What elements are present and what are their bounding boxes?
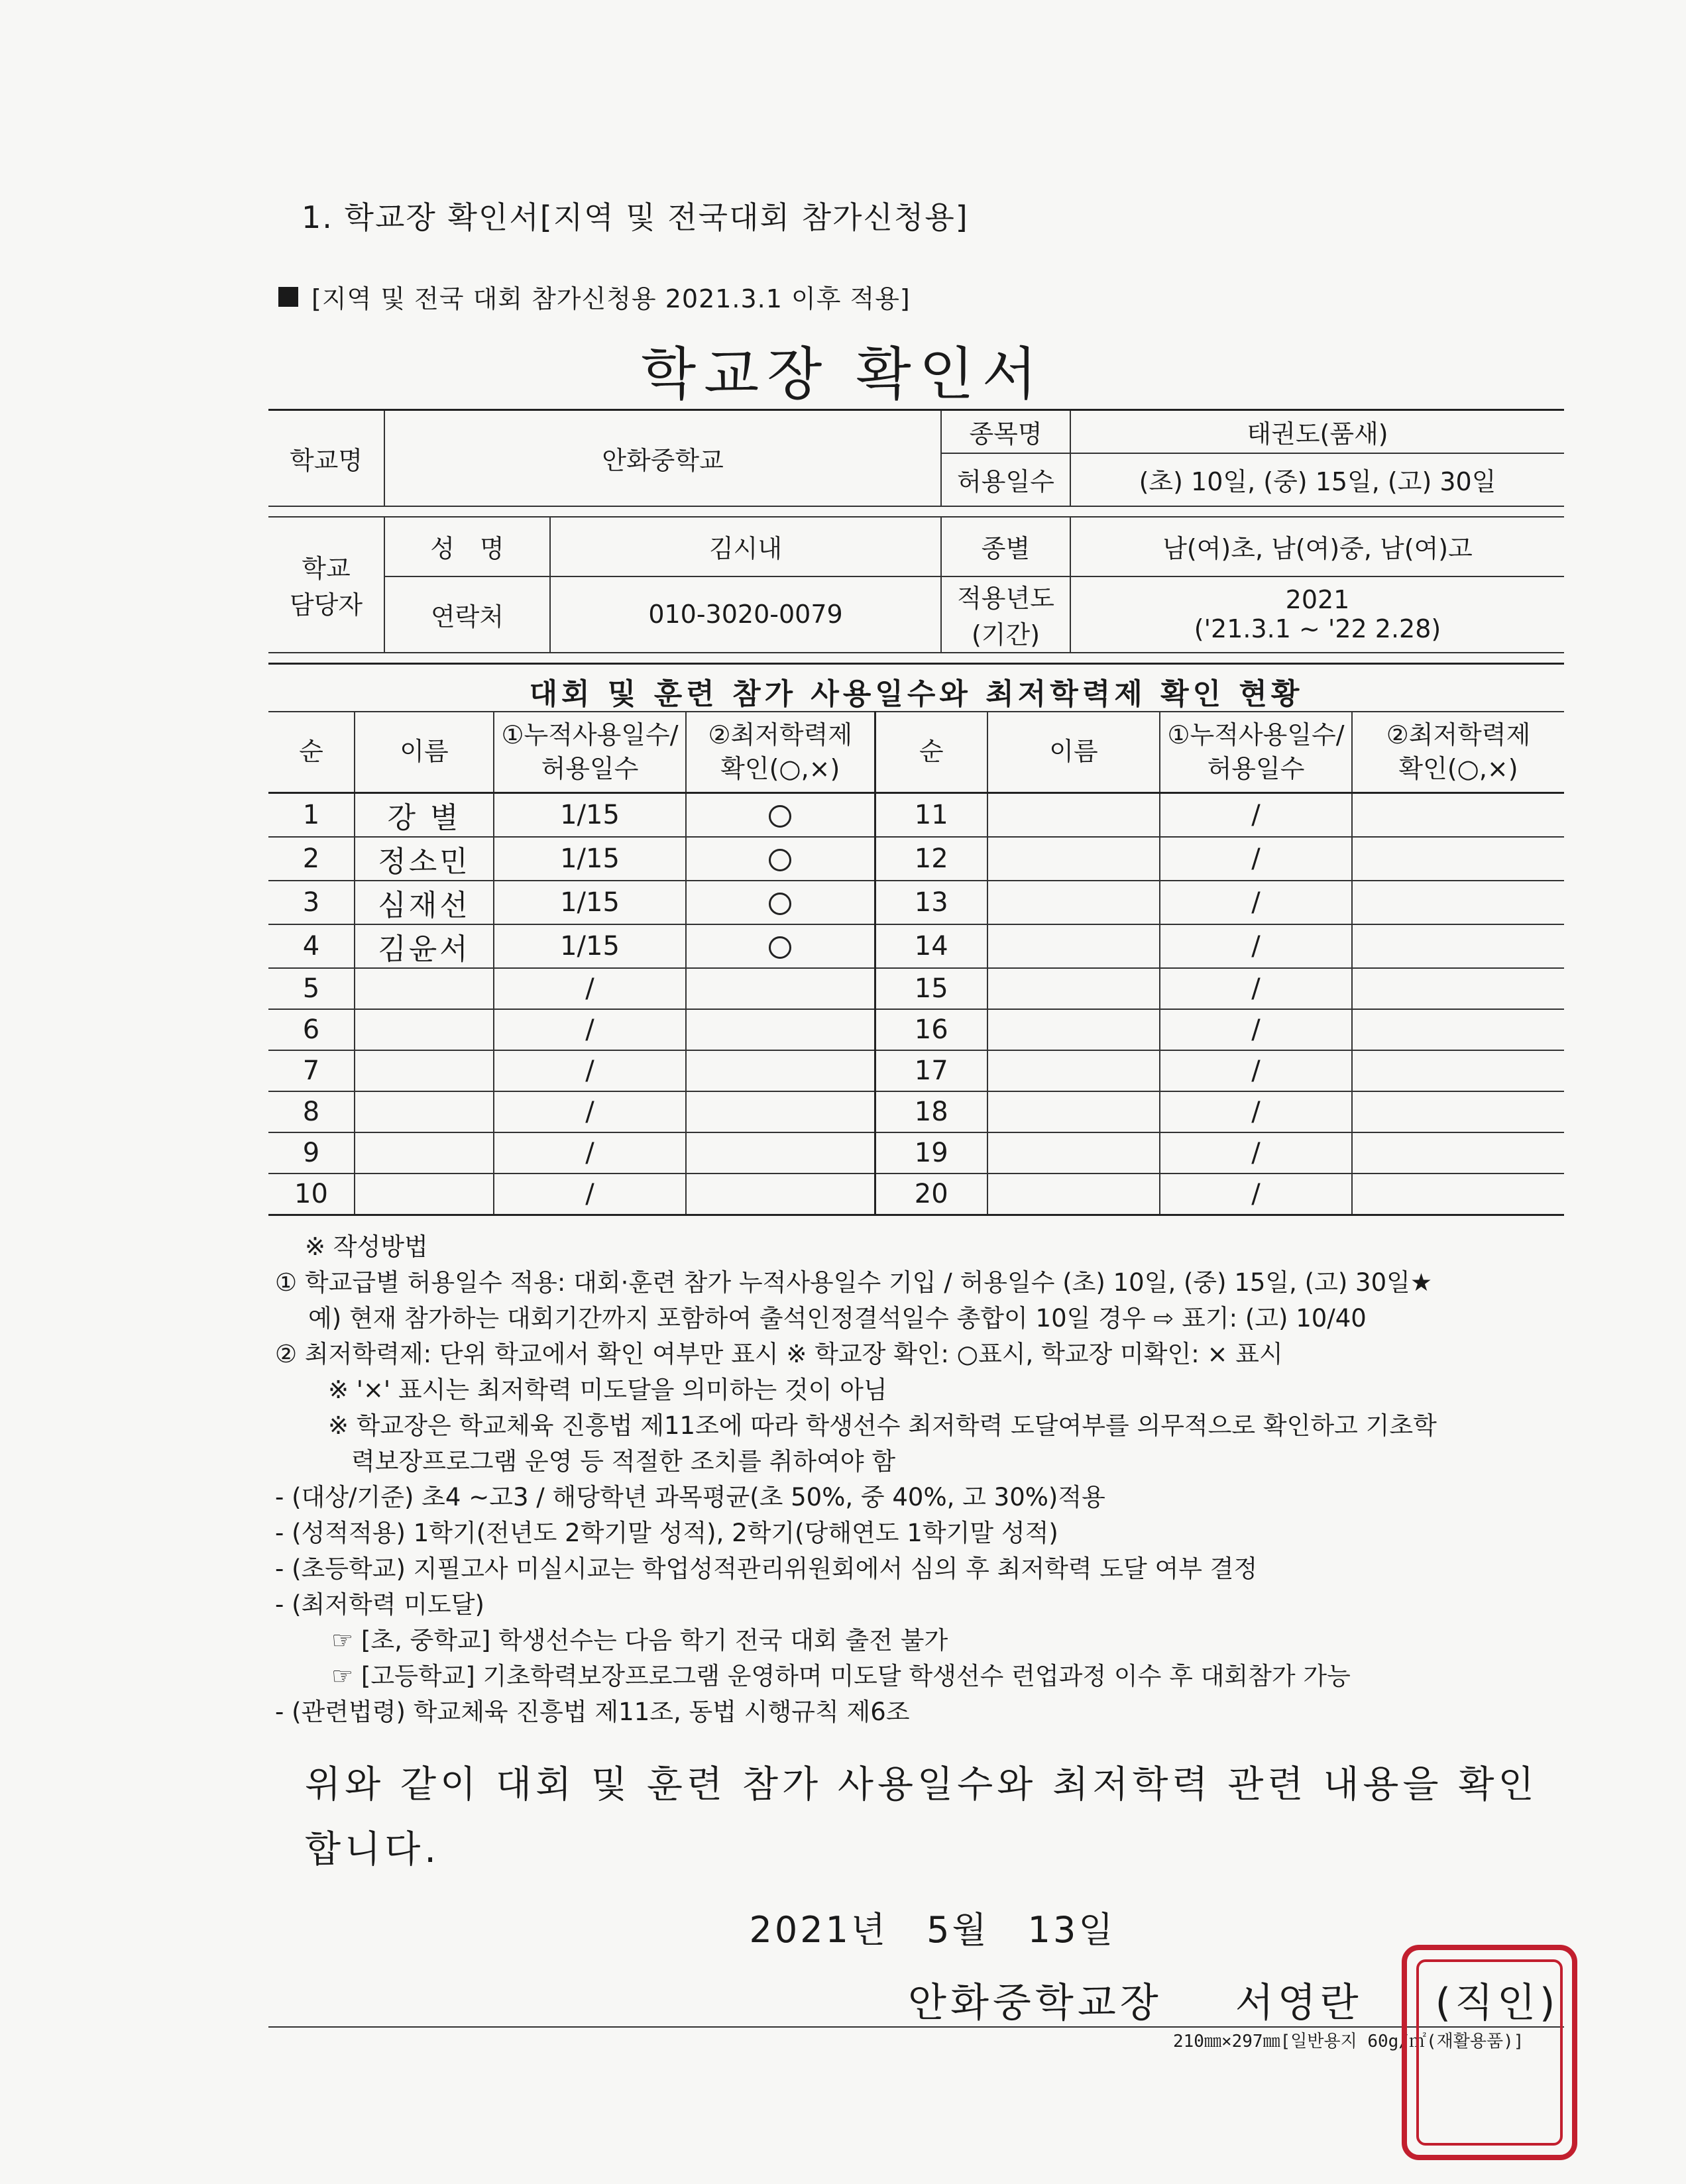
header-name: 이름 [355,712,494,793]
cell-academic [1352,1174,1564,1215]
table-row [268,968,1564,1009]
cell-days: 1/15 [494,837,686,881]
cell-no: 20 [875,1174,987,1215]
cell-name [355,1091,494,1132]
cell-name [355,1009,494,1050]
table-row [268,924,1564,968]
cell-no: 18 [875,1091,987,1132]
cell-name [355,1050,494,1091]
cell-academic [1352,1132,1564,1174]
school-value: 안화중학교 [384,410,941,506]
cell-name [355,968,494,1009]
cell-academic [686,1009,875,1050]
paper-spec: 210㎜×297㎜[일반용지 60g/㎡(재활용품)] [1173,2032,1524,2051]
cell-name [987,1091,1160,1132]
cell-days: 1/15 [494,924,686,968]
circle-mark-icon [769,805,791,828]
cell-academic [1352,1050,1564,1091]
cell-no: 16 [875,1009,987,1050]
cell-name: 김윤서 [355,924,494,968]
cell-academic [686,793,875,838]
cell-name [355,1174,494,1215]
cell-name [987,881,1160,924]
cell-days: / [494,1132,686,1174]
cell-no: 4 [268,924,355,968]
cell-no: 10 [268,1174,355,1215]
cell-name [355,1132,494,1174]
status-title: 대회 및 훈련 참가 사용일수와 최저학력제 확인 현황 [268,663,1564,712]
school-label: 학교명 [268,410,384,506]
note-line: 력보장프로그램 운영 등 적절한 조치를 취하여야 함 [351,1447,896,1476]
header-no: 순 [875,712,987,793]
note-line: - (관련법령) 학교체육 진흥법 제11조, 동법 시행규칙 제6조 [275,1698,910,1726]
cell-academic [686,1050,875,1091]
cell-academic [686,881,875,924]
note-line: ① 학교급별 허용일수 적용: 대회·훈련 참가 누적사용일수 기입 / 허용일수 (초) 10일, (중) 15일, (고) 30일★ [275,1268,1433,1297]
cell-no: 19 [875,1132,987,1174]
table-row [268,1050,1564,1091]
cell-days: / [1160,968,1352,1009]
cell-no: 6 [268,1009,355,1050]
notes [275,1229,1574,1730]
cell-days: / [1160,1132,1352,1174]
signer-name: 서영란 [1235,1980,1363,2026]
circle-mark-icon [769,936,791,959]
cell-name [987,1050,1160,1091]
table-row [268,793,1564,838]
header-days: ①누적사용일수/ 허용일수 [1160,712,1352,793]
cell-days: / [1160,924,1352,968]
cell-no: 3 [268,881,355,924]
cell-days: / [494,968,686,1009]
square-bullet-icon [278,287,298,307]
cell-no: 14 [875,924,987,968]
gender-value: 남(여)초, 남(여)중, 남(여)고 [1070,517,1564,576]
cell-no: 13 [875,881,987,924]
confirmation-text: 위와 같이 대회 및 훈련 참가 사용일수와 최저학력 관련 내용을 확인합니다. [305,1763,1538,1871]
table-row [268,837,1564,881]
note-line: ※ '×' 표시는 최저학력 미도달을 의미하는 것이 아님 [328,1376,887,1404]
note-line: - (최저학력 미도달) [275,1590,484,1619]
cell-name: 정소민 [355,837,494,881]
signer-school: 안화중학교장 [908,1980,1162,2026]
header-name: 이름 [987,712,1160,793]
note-line: ② 최저학력제: 단위 학교에서 확인 여부만 표시 ※ 학교장 확인: ○표시, 학교장 미확인: × 표시 [275,1340,1283,1368]
note-line: - (초등학교) 지필고사 미실시교는 학업성적관리위원회에서 심의 후 최저학력 도달 여부 결정 [275,1555,1258,1583]
cell-no: 15 [875,968,987,1009]
header-days: ①누적사용일수/ 허용일수 [494,712,686,793]
manager-name-label: 성 명 [384,517,550,576]
circle-mark-icon [769,849,791,871]
table-row [268,1091,1564,1132]
cell-days: / [1160,881,1352,924]
cell-no: 8 [268,1091,355,1132]
note-line: ※ 작성방법 [305,1232,428,1261]
subsection-heading-text: [지역 및 전국 대회 참가신청용 2021.3.1 이후 적용] [311,284,911,313]
cell-academic [686,968,875,1009]
document-title: 학교장 확인서 [641,341,1045,408]
cell-academic [1352,1091,1564,1132]
cell-academic [686,1091,875,1132]
cell-no: 1 [268,793,355,838]
cell-days: / [494,1174,686,1215]
cell-no: 12 [875,837,987,881]
allowed-days-value: (초) 10일, (중) 15일, (고) 30일 [1070,453,1564,506]
cell-no: 7 [268,1050,355,1091]
header-academic: ②최저학력제 확인(○,×) [686,712,875,793]
cell-academic [686,1174,875,1215]
note-line: - (대상/기준) 초4 ~고3 / 해당학년 과목평균(초 50%, 중 40%, 고 30%)적용 [275,1483,1105,1511]
cell-no: 2 [268,837,355,881]
cell-days: / [494,1050,686,1091]
cell-name [987,837,1160,881]
seal-label: (직인) [1435,1980,1559,2026]
cell-name [987,1009,1160,1050]
header-no: 순 [268,712,355,793]
cell-academic [686,837,875,881]
cell-academic [686,924,875,968]
cell-no: 5 [268,968,355,1009]
cell-name [987,1132,1160,1174]
cell-academic [1352,924,1564,968]
year-value: 2021 ('21.3.1 ~ '22 2.28) [1070,576,1564,653]
cell-days: 1/15 [494,793,686,838]
cell-name [987,968,1160,1009]
contact-label: 연락처 [384,576,550,653]
note-line: ☞ [초, 중학교] 학생선수는 다음 학기 전국 대회 출전 불가 [331,1626,948,1655]
official-seal-icon [1402,1945,1577,2160]
manager-label: 학교 담당자 [268,517,384,653]
circle-mark-icon [769,893,791,915]
note-line: 예) 현재 참가하는 대회기간까지 포함하여 출석인정결석일수 총합이 10일 경우 ⇨ 표기: (고) 10/40 [308,1304,1367,1333]
roster-table [268,711,1564,1216]
cell-days: / [494,1091,686,1132]
cell-days: / [1160,793,1352,838]
header-academic: ②최저학력제 확인(○,×) [1352,712,1564,793]
issue-date: 2021년 5월 13일 [749,1909,1116,1951]
contact-value: 010-3020-0079 [550,576,941,653]
section-heading: 1. 학교장 확인서[지역 및 전국대회 참가신청용] [302,199,969,235]
cell-name [987,1174,1160,1215]
cell-days: / [1160,837,1352,881]
event-label: 종목명 [941,410,1070,453]
cell-days: / [1160,1091,1352,1132]
year-label: 적용년도 (기간) [941,576,1070,653]
note-line: - (성적적용) 1학기(전년도 2학기말 성적), 2학기(당해연도 1학기말 성적) [275,1519,1058,1547]
allowed-days-label: 허용일수 [941,453,1070,506]
cell-days: 1/15 [494,881,686,924]
table-row [268,1132,1564,1174]
cell-no: 9 [268,1132,355,1174]
cell-days: / [1160,1174,1352,1215]
table-row [268,1174,1564,1215]
cell-academic [1352,793,1564,838]
note-line: ☞ [고등학교] 기초학력보장프로그램 운영하며 미도달 학생선수 런업과정 이수 후 대회참가 가능 [331,1662,1351,1690]
cell-academic [1352,881,1564,924]
manager-name-value: 김시내 [550,517,941,576]
cell-no: 11 [875,793,987,838]
cell-name [987,793,1160,838]
table-row [268,1009,1564,1050]
gender-label: 종별 [941,517,1070,576]
cell-academic [1352,837,1564,881]
event-value: 태권도(품새) [1070,410,1564,453]
cell-days: / [1160,1009,1352,1050]
cell-name: 강 별 [355,793,494,838]
cell-days: / [494,1009,686,1050]
cell-academic [1352,968,1564,1009]
cell-academic [1352,1009,1564,1050]
info-table [268,409,1564,653]
cell-days: / [1160,1050,1352,1091]
note-line: ※ 학교장은 학교체육 진흥법 제11조에 따라 학생선수 최저학력 도달여부를 의무적으로 확인하고 기초학 [328,1411,1437,1440]
subsection-heading [278,278,911,315]
cell-name: 심재선 [355,881,494,924]
cell-academic [686,1132,875,1174]
table-row [268,881,1564,924]
cell-name [987,924,1160,968]
cell-no: 17 [875,1050,987,1091]
